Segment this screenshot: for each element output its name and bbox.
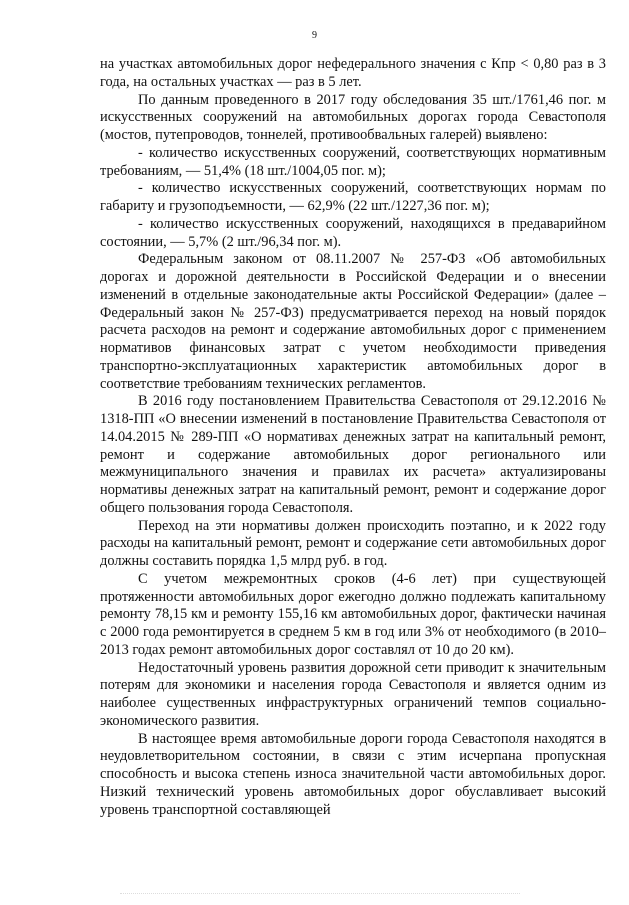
- paragraph: С учетом межремонтных сроков (4-6 лет) при существующей протяженности автомобильных дорог ежегодно должно подлежать капитальному ремонту 78,15 км и ремонту 155,16 км автомобильных дорог, фактически начиная с 2000 года ремонтируется в среднем 5 км в год или 3% от необходимого (в 2010–2013 годах ремонт автомобильных дорог составлял от 10 до 20 км).: [100, 570, 606, 658]
- paragraph: По данным проведенного в 2017 году обследования 35 шт./1761,46 пог. м искусственных сооружений на автомобильных дорогах города Севастополя (мостов, путепроводов, тоннелей, противообвальных галерей) выявлено:: [100, 91, 606, 143]
- list-item: - количество искусственных сооружений, соответствующих нормам по габариту и грузоподъемности, — 62,9% (22 шт./1227,36 пог. м);: [100, 180, 606, 214]
- page-number: 9: [312, 30, 317, 41]
- scan-artifact-line: [120, 893, 520, 895]
- paragraph: Переход на эти нормативы должен происходить поэтапно, и к 2022 году расходы на капитальный ремонт, ремонт и содержание сети автомобильных дорог должны составить порядка 1,5 млрд руб. в год.: [100, 517, 606, 569]
- paragraph: В настоящее время автомобильные дороги города Севастополя находятся в неудовлетворительном состоянии, в связи с этим исчерпана пропускная способность и высока степень износа значительной части автомобильных дорог. Низкий технический уровень автомобильных дорог обуславливает высокий уровень транспортной составляющей: [100, 730, 606, 818]
- paragraph: В 2016 году постановлением Правительства Севастополя от 29.12.2016 № 1318-ПП «О внесении изменений в постановление Правительства Севастополя от 14.04.2015 № 289-ПП «О нормативах денежных затрат на капитальный ремонт, ремонт и содержание автомобильных дорог регионального или межмуниципального значения и правилах их расчета» актуализированы нормативы денежных затрат на капитальный ремонт, ремонт и содержание дорог общего пользования города Севастополя.: [100, 393, 606, 516]
- paragraph: Недостаточный уровень развития дорожной сети приводит к значительным потерям для экономики и населения города Севастополя и является одним из наиболее существенных инфраструктурных ограничений темпов социально-экономического развития.: [100, 659, 606, 729]
- document-body: [100, 56, 606, 819]
- list-item: - количество искусственных сооружений, соответствующих нормативным требованиям, — 51,4% (18 шт./1004,05 пог. м);: [100, 144, 606, 179]
- paragraph: на участках автомобильных дорог нефедерального значения с Кпр < 0,80 раз в 3 года, на остальных участках — раз в 5 лет.: [100, 56, 606, 90]
- paragraph: Федеральным законом от 08.11.2007 № 257-ФЗ «Об автомобильных дорогах и дорожной деятельности в Российской Федерации и о внесении изменений в отдельные законодательные акты Российской Федерации» (далее – Федеральный закон № 257-ФЗ) предусматривается переход на новый порядок расчета расходов на ремонт и содержание автомобильных дорог с применением нормативов финансовых затрат с учетом необходимости приведения транспортно-эксплуатационных характеристик автомобильных дорог в соответствие требованиям технических регламентов.: [100, 251, 606, 392]
- list-item: - количество искусственных сооружений, находящихся в предаварийном состоянии, — 5,7% (2 шт./96,34 пог. м).: [100, 215, 606, 250]
